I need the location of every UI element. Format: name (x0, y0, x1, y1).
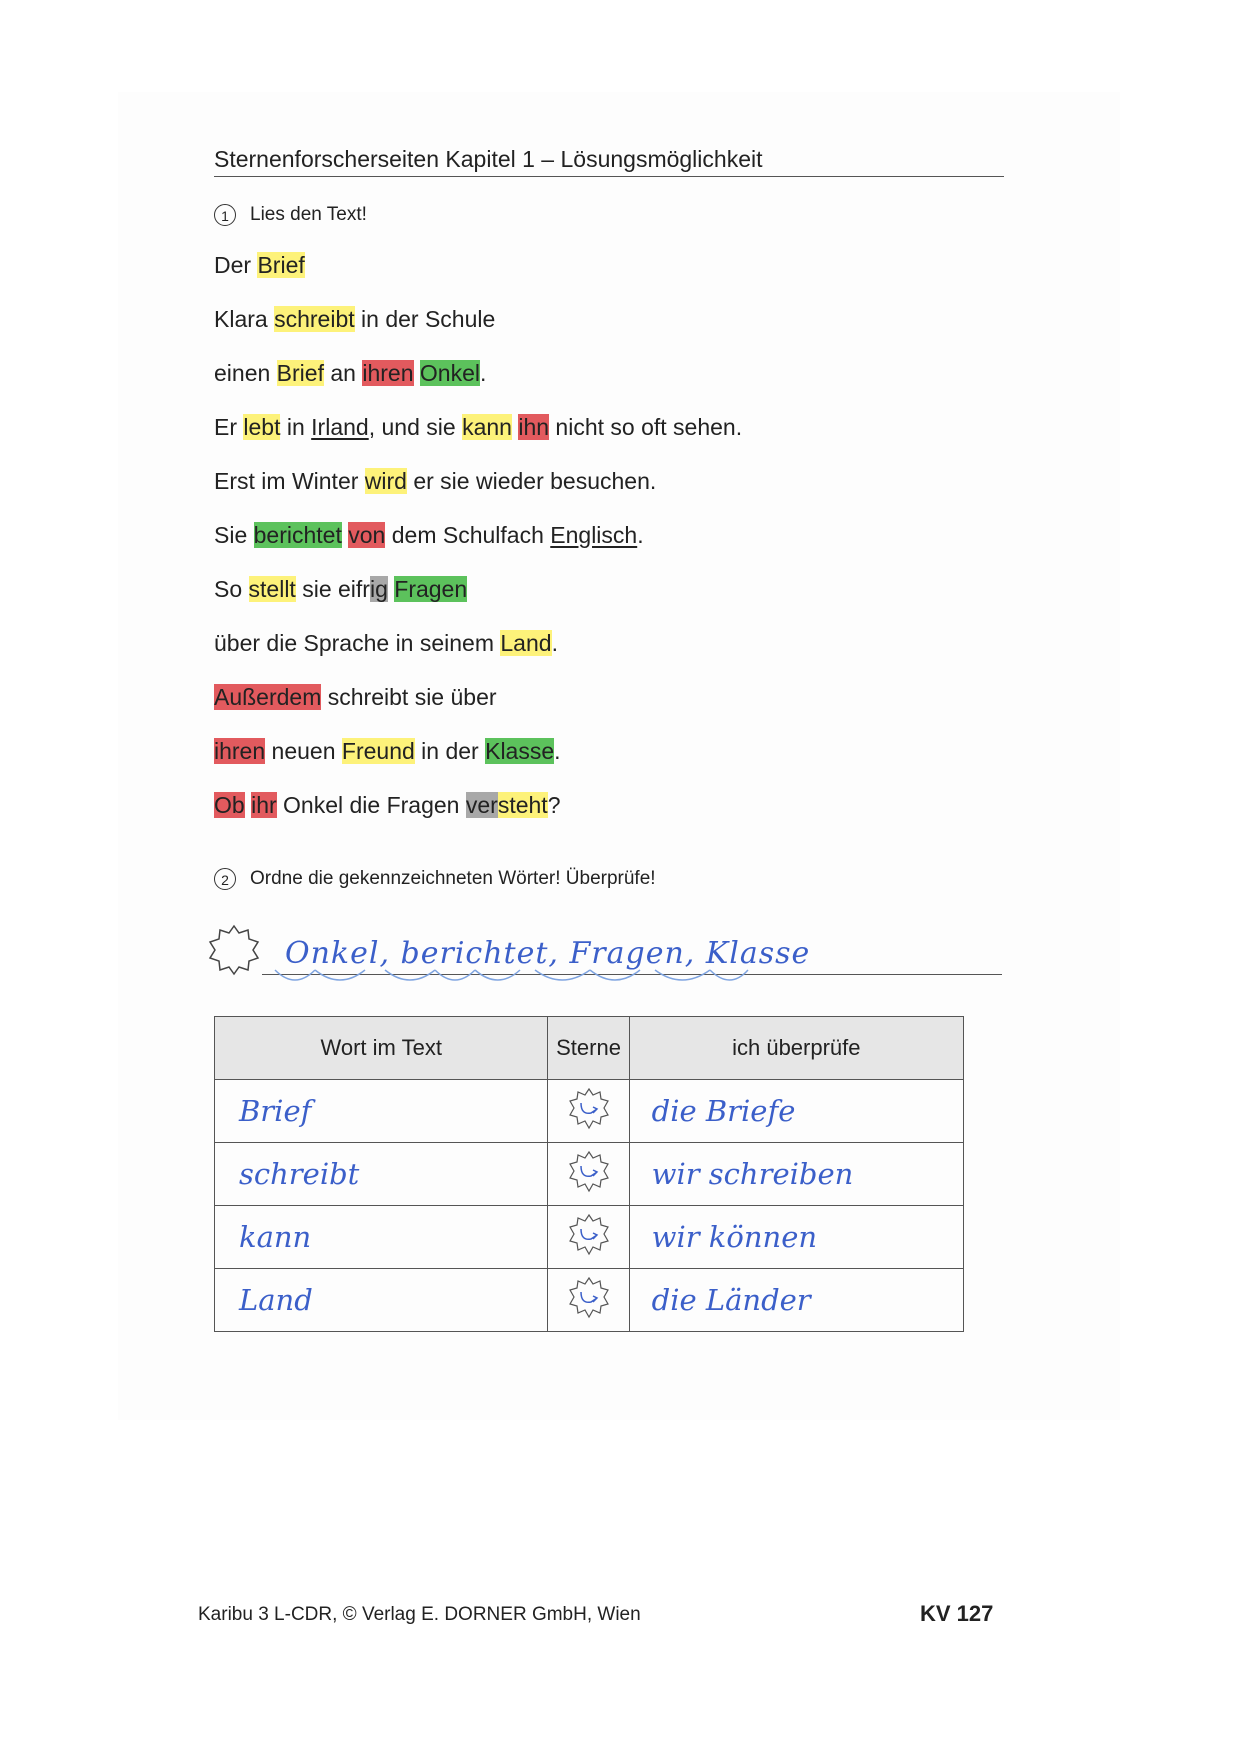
text-segment: Er (214, 414, 244, 440)
text-line-4 (214, 414, 742, 441)
text-segment: . (554, 738, 561, 764)
column-header-stars: Sterne (548, 1017, 629, 1080)
text-segment: , und sie (368, 414, 463, 440)
text-line-7 (214, 576, 467, 603)
table-header-row (215, 1017, 964, 1080)
column-header-word: Wort im Text (215, 1017, 548, 1080)
highlight-red: Ob (214, 792, 245, 818)
highlight-grey: ig (369, 576, 388, 602)
stars-cell (548, 1269, 629, 1332)
handwritten-answer: Onkel, berichtet, Fragen, Klasse (285, 936, 811, 971)
star-arrow-icon (567, 1150, 611, 1194)
text-line-9 (214, 684, 497, 711)
highlight-red: Außerdem (214, 684, 322, 710)
page-title: Sternenforscherseiten Kapitel 1 – Lösungsmöglichkeit (214, 146, 1004, 177)
column-header-check: ich überprüfe (629, 1017, 963, 1080)
footer-publisher: Karibu 3 L-CDR, © Verlag E. DORNER GmbH, Wien (198, 1604, 641, 1625)
highlight-grey: ver (465, 792, 498, 818)
text-segment: in (280, 414, 312, 440)
text-segment: ? (547, 792, 561, 818)
underlined-word: Irland (311, 414, 369, 440)
star-arrow-icon (567, 1087, 611, 1131)
syllable-arcs (270, 968, 750, 990)
text-segment: einen (214, 360, 277, 386)
text-segment: Der (214, 252, 258, 278)
highlight-yellow: Freund (341, 738, 415, 764)
highlight-red: ihn (518, 414, 550, 440)
highlight-red: ihren (214, 738, 266, 764)
check-cell: wir schreiben (629, 1143, 963, 1206)
highlight-green: berichtet (253, 522, 342, 548)
check-cell: die Briefe (629, 1080, 963, 1143)
text-segment: in der Schule (354, 306, 496, 332)
check-cell: die Länder (629, 1269, 963, 1332)
highlight-yellow: kann (462, 414, 512, 440)
underlined-word: Englisch (550, 522, 638, 548)
table-row (215, 1206, 964, 1269)
task-2-heading (214, 868, 656, 890)
text-segment: dem Schulfach (385, 522, 551, 548)
text-line-1 (214, 252, 305, 279)
word-cell: Land (215, 1269, 548, 1332)
word-cell: kann (215, 1206, 548, 1269)
stars-cell (548, 1143, 629, 1206)
text-line-6 (214, 522, 644, 549)
highlight-red: ihren (362, 360, 414, 386)
task-1-heading (214, 204, 367, 226)
word-cell: Brief (215, 1080, 548, 1143)
highlight-yellow: Land (500, 630, 552, 656)
text-segment: an (323, 360, 363, 386)
star-badge-icon (206, 924, 262, 976)
text-segment (414, 360, 420, 386)
text-segment: Sie (214, 522, 254, 548)
stars-cell (548, 1206, 629, 1269)
text-line-8 (214, 630, 558, 657)
text-segment: er sie wieder besuchen. (406, 468, 657, 494)
star-arrow-icon (567, 1213, 611, 1257)
text-line-3 (214, 360, 486, 387)
highlight-yellow: Brief (257, 252, 305, 278)
footer-page-number: KV 127 (920, 1601, 994, 1626)
highlight-green: Klasse (485, 738, 555, 764)
text-segment: Erst im Winter (214, 468, 365, 494)
text-segment: neuen (265, 738, 342, 764)
text-segment: . (479, 360, 487, 386)
word-cell: schreibt (215, 1143, 548, 1206)
text-segment: . (551, 630, 558, 656)
highlight-red: ihr (251, 792, 277, 818)
text-segment: über die Sprache in seinem (214, 630, 501, 656)
task-2-instruction: Ordne die gekennzeichneten Wörter! Überprüfe! (250, 868, 656, 890)
stars-cell (548, 1080, 629, 1143)
text-segment: . (637, 522, 644, 548)
text-segment: Onkel die Fragen (276, 792, 466, 818)
highlight-yellow: schreibt (274, 306, 355, 332)
task-1-instruction: Lies den Text! (250, 204, 367, 226)
text-line-10 (214, 738, 561, 765)
task-number-1: 1 (214, 204, 236, 226)
text-segment: sie eifr (295, 576, 370, 602)
check-table (214, 1016, 964, 1332)
highlight-yellow: stellt (248, 576, 296, 602)
highlight-yellow: wird (364, 468, 407, 494)
text-segment: So (214, 576, 249, 602)
text-segment: Klara (214, 306, 275, 332)
highlight-yellow: lebt (243, 414, 281, 440)
text-line-2 (214, 306, 495, 333)
check-cell: wir können (629, 1206, 963, 1269)
highlight-red: von (348, 522, 386, 548)
highlight-yellow: Brief (276, 360, 324, 386)
text-segment: in der (414, 738, 486, 764)
task-number-2: 2 (214, 868, 236, 890)
star-arrow-icon (567, 1276, 611, 1320)
text-segment: schreibt sie über (321, 684, 497, 710)
text-segment: nicht so oft sehen. (549, 414, 743, 440)
text-line-5 (214, 468, 656, 495)
text-line-11 (214, 792, 560, 819)
table-row (215, 1269, 964, 1332)
table-row (215, 1143, 964, 1206)
highlight-yellow: steht (497, 792, 548, 818)
table-row (215, 1080, 964, 1143)
highlight-green: Fragen (394, 576, 468, 602)
highlight-green: Onkel (419, 360, 480, 386)
